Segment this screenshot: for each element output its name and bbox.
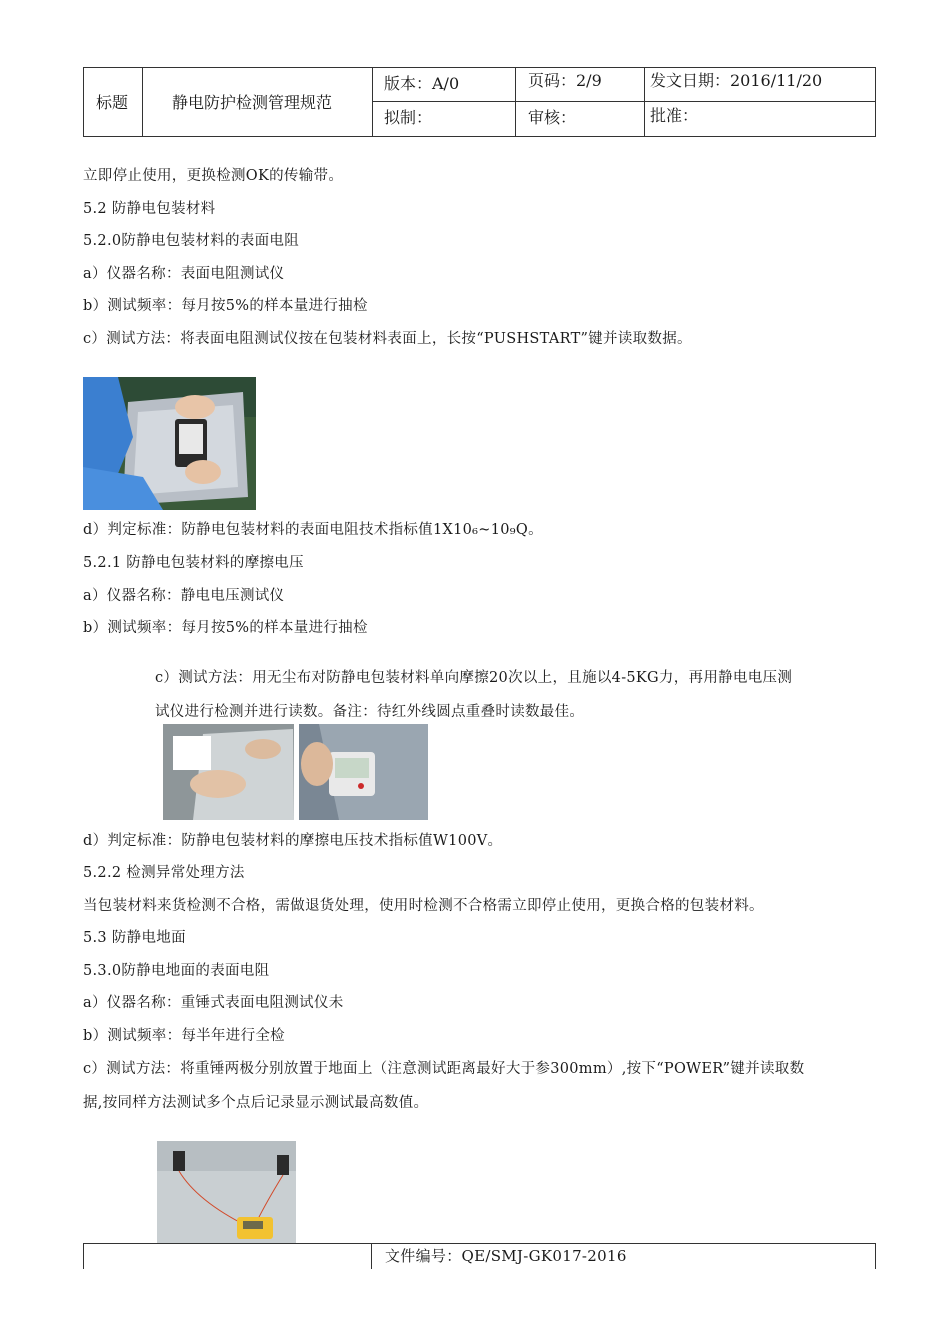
- subsection-heading: 5.2.1 防静电包装材料的摩擦电压: [83, 555, 304, 571]
- doc-title: 静电防护检测管理规范: [172, 93, 333, 112]
- reviewed-by: 审核：: [528, 108, 577, 127]
- photo-friction-rubbing: [163, 724, 294, 820]
- text-line: c）测试方法：将重锤两极分别放置于地面上（注意测试距离最好大于参300mm）,按下“POWER”键并读取数: [83, 1061, 805, 1077]
- text-line: a）仪器名称：表面电阻测试仪: [83, 266, 285, 282]
- text-line: d）判定标准：防静电包装材料的表面电阻技术指标值1X10₆~10₉Q。: [83, 522, 543, 538]
- text-line: b）测试频率：每半年进行全检: [83, 1028, 285, 1044]
- title-label: 标题: [96, 93, 129, 112]
- document-number: 文件编号：QE/SMJ-GK017-2016: [385, 1247, 627, 1265]
- version: 版本：A/0: [384, 74, 460, 93]
- photo-voltage-meter: [299, 724, 428, 820]
- subsection-heading: 5.2.0防静电包装材料的表面电阻: [83, 233, 299, 249]
- subsection-heading: 5.2.2 检测异常处理方法: [83, 865, 245, 881]
- text-line: a）仪器名称：静电电压测试仪: [83, 588, 285, 604]
- drafted-by: 拟制：: [384, 108, 433, 127]
- footer-rule: [83, 1243, 876, 1244]
- header-table: [83, 67, 876, 137]
- text-line: 试仪进行检测并进行读数。备注：待红外线圆点重叠时读数最佳。: [155, 704, 585, 720]
- text-line: c）测试方法：用无尘布对防静电包装材料单向摩擦20次以上，且施以4-5KG力，再用静电电压测: [155, 670, 793, 686]
- text-line: 据,按同样方法测试多个点后记录显示测试最高数值。: [83, 1095, 429, 1111]
- page-number: 页码：2/9: [528, 71, 602, 90]
- section-heading: 5.2 防静电包装材料: [83, 201, 216, 217]
- text-line: 当包装材料来货检测不合格，需做退货处理，使用时检测不合格需立即停止使用，更换合格的包装材料。: [83, 898, 764, 914]
- text-line: b）测试频率：每月按5%的样本量进行抽检: [83, 298, 368, 314]
- photo-floor-resistance-test: [157, 1141, 296, 1243]
- text-line: a）仪器名称：重锤式表面电阻测试仪未: [83, 995, 344, 1011]
- subsection-heading: 5.3.0防静电地面的表面电阻: [83, 963, 270, 979]
- photo-surface-resistance-test: [83, 377, 256, 510]
- section-heading: 5.3 防静电地面: [83, 930, 186, 946]
- text-line: 立即停止使用，更换检测OK的传输带。: [83, 168, 344, 184]
- approved-by: 批准：: [650, 106, 699, 125]
- text-line: d）判定标准：防静电包装材料的摩擦电压技术指标值W100V。: [83, 833, 503, 849]
- text-line: c）测试方法：将表面电阻测试仪按在包装材料表面上，长按“PUSHSTART”键并读取数据。: [83, 331, 692, 347]
- issue-date: 发文日期：2016/11/20: [650, 71, 823, 90]
- text-line: b）测试频率：每月按5%的样本量进行抽检: [83, 620, 368, 636]
